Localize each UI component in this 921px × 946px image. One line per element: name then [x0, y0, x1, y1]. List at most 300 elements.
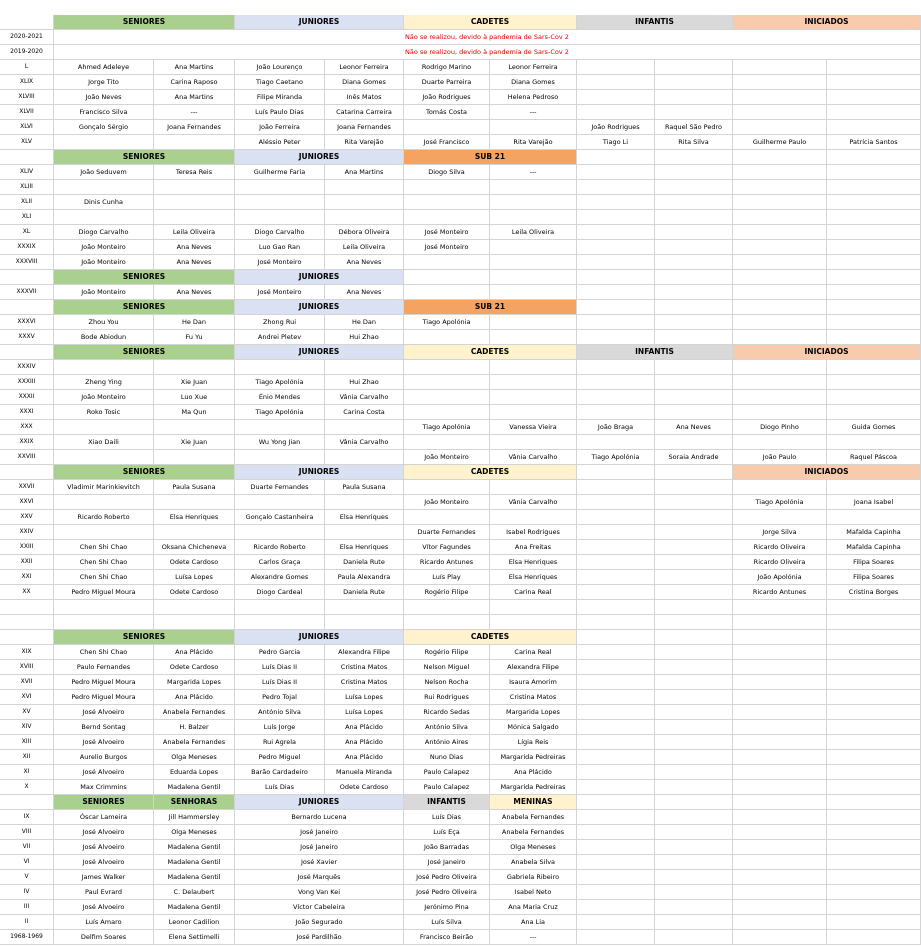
table-row — [0, 285, 921, 300]
winner-cell: Duarte Fernandes — [404, 525, 490, 540]
empty-cell — [577, 75, 655, 90]
empty-cell — [733, 720, 827, 735]
winner-cell: Pedro Miguel Moura — [54, 585, 154, 600]
winner-cell: Filipa Soares — [827, 570, 921, 585]
empty-cell — [325, 525, 404, 540]
empty-cell — [733, 510, 827, 525]
edition-label: VIII — [0, 825, 54, 840]
empty-cell — [655, 480, 733, 495]
edition-label: XLV — [0, 135, 54, 150]
empty-cell — [827, 825, 921, 840]
empty-cell — [827, 240, 921, 255]
winner-cell: Carina Real — [490, 585, 577, 600]
empty-cell — [827, 360, 921, 375]
empty-cell — [655, 225, 733, 240]
empty-cell — [733, 330, 827, 345]
empty-cell — [733, 105, 827, 120]
winner-cell: Pedro Garcia — [235, 645, 325, 660]
winner-cell: Madalena Gentil — [154, 780, 235, 795]
winner-cell: Barão Cardadeiro — [235, 765, 325, 780]
winner-cell: Mónica Salgado — [490, 720, 577, 735]
empty-cell — [655, 900, 733, 915]
empty-cell — [827, 435, 921, 450]
empty-cell — [490, 405, 577, 420]
category-header-cadetes: CADETES — [404, 15, 577, 30]
empty-cell — [655, 570, 733, 585]
winner-cell: João Neves — [54, 90, 154, 105]
winner-cell: Guida Gomes — [827, 420, 921, 435]
winner-cell: João Monteiro — [54, 285, 154, 300]
edition-label: X — [0, 780, 54, 795]
empty-cell — [325, 195, 404, 210]
winner-cell: Pedro Miguel Moura — [54, 690, 154, 705]
empty-cell — [154, 450, 235, 465]
winner-cell: Diana Gomes — [490, 75, 577, 90]
empty-cell — [577, 210, 655, 225]
empty-cell — [577, 270, 655, 285]
winner-cell: Xie Juan — [154, 435, 235, 450]
winner-cell: Anabela Silva — [490, 855, 577, 870]
winner-cell: Ana Neves — [154, 255, 235, 270]
winner-cell: Madalena Gentil — [154, 840, 235, 855]
winner-cell: Vânia Carvalho — [490, 495, 577, 510]
winner-cell: H. Balzer — [154, 720, 235, 735]
winner-cell: Luís Eça — [404, 825, 490, 840]
empty-cell — [655, 885, 733, 900]
table-row — [0, 885, 921, 900]
table-row — [0, 795, 921, 810]
table-row — [0, 435, 921, 450]
empty-cell — [404, 270, 490, 285]
winner-cell: João Ferreira — [235, 120, 325, 135]
empty-cell — [655, 210, 733, 225]
empty-cell — [733, 270, 827, 285]
winner-cell: Ricardo Oliveira — [733, 540, 827, 555]
empty-cell — [827, 60, 921, 75]
winner-cell: Pedro Miguel Moura — [54, 675, 154, 690]
winner-cell: Vong Van Kei — [235, 885, 404, 900]
winner-cell: João Paulo — [733, 450, 827, 465]
winner-cell: Luís Dias II — [235, 675, 325, 690]
table-row — [0, 45, 921, 60]
empty-cell — [733, 750, 827, 765]
edition-label: XXI — [0, 570, 54, 585]
empty-cell — [490, 240, 577, 255]
empty-cell — [235, 600, 325, 615]
category-header-iniciados: INICIADOS — [733, 465, 921, 480]
winner-cell: Olga Meneses — [490, 840, 577, 855]
winner-cell: Tiago Apolónia — [733, 495, 827, 510]
empty-cell — [577, 375, 655, 390]
winner-cell: Leila Oliveira — [490, 225, 577, 240]
empty-cell — [154, 495, 235, 510]
empty-cell — [655, 615, 733, 630]
winner-cell: José Francisco — [404, 135, 490, 150]
winner-cell: Gabriela Ribeiro — [490, 870, 577, 885]
empty-cell — [577, 750, 655, 765]
winner-cell: José Janeiro — [235, 825, 404, 840]
winner-cell: Vanessa Vieira — [490, 420, 577, 435]
winner-cell: Diogo Silva — [404, 165, 490, 180]
edition-label: VII — [0, 840, 54, 855]
empty-cell — [655, 390, 733, 405]
empty-cell — [577, 255, 655, 270]
empty-cell — [54, 210, 154, 225]
winner-cell: Chen Shi Chao — [54, 540, 154, 555]
table-row — [0, 525, 921, 540]
empty-cell — [577, 300, 655, 315]
empty-cell — [655, 855, 733, 870]
winner-cell: Luo Xue — [154, 390, 235, 405]
winner-cell: Zheng Ying — [54, 375, 154, 390]
winner-cell: Ricardo Antunes — [733, 585, 827, 600]
winner-cell: Carina Real — [490, 645, 577, 660]
empty-cell — [733, 225, 827, 240]
empty-cell — [827, 105, 921, 120]
empty-cell — [154, 210, 235, 225]
winner-cell: José Alvoeiro — [54, 855, 154, 870]
winner-cell: Luísa Lopes — [325, 690, 404, 705]
empty-cell — [827, 180, 921, 195]
empty-cell — [827, 120, 921, 135]
edition-label: XXIII — [0, 540, 54, 555]
table-row — [0, 930, 921, 945]
winner-cell: Ahmed Adeleye — [54, 60, 154, 75]
empty-cell — [325, 420, 404, 435]
winner-cell: Vânia Carvalho — [325, 390, 404, 405]
edition-label: XXXIX — [0, 240, 54, 255]
winner-cell: José Alvoeiro — [54, 900, 154, 915]
empty-cell — [827, 165, 921, 180]
empty-cell — [655, 555, 733, 570]
winner-cell: Ana Neves — [154, 240, 235, 255]
edition-label: V — [0, 870, 54, 885]
table-row — [0, 75, 921, 90]
table-row — [0, 870, 921, 885]
empty-cell — [325, 600, 404, 615]
table-row — [0, 30, 921, 45]
table-row — [0, 150, 921, 165]
empty-cell — [577, 795, 655, 810]
table-row — [0, 300, 921, 315]
winner-cell: José Alvoeiro — [54, 840, 154, 855]
empty-cell — [577, 885, 655, 900]
empty-cell — [733, 120, 827, 135]
empty-cell — [827, 840, 921, 855]
empty-cell — [655, 675, 733, 690]
winner-cell: Anabela Fernandes — [490, 825, 577, 840]
winner-cell: Elsa Henriques — [325, 540, 404, 555]
winner-cell: Tiago Apolónia — [235, 375, 325, 390]
winner-cell: João Segurado — [235, 915, 404, 930]
winner-cell: Daniela Rute — [325, 585, 404, 600]
empty-cell — [325, 210, 404, 225]
empty-cell — [655, 375, 733, 390]
empty-cell — [733, 180, 827, 195]
winner-cell: Isabel Rodrigues — [490, 525, 577, 540]
winner-cell: Gonçalo Sérgio — [54, 120, 154, 135]
empty-cell — [827, 930, 921, 945]
winner-cell: João Rodrigues — [577, 120, 655, 135]
category-header-juniores: JUNIORES — [235, 270, 404, 285]
winner-cell: Ricardo Sedas — [404, 705, 490, 720]
winner-cell: João Monteiro — [54, 240, 154, 255]
winner-cell: Tiago Caetano — [235, 75, 325, 90]
winner-cell: Débora Oliveira — [325, 225, 404, 240]
winner-cell: João Monteiro — [54, 390, 154, 405]
table-row — [0, 855, 921, 870]
empty-cell — [655, 705, 733, 720]
winner-cell: Odete Cardoso — [325, 780, 404, 795]
empty-cell — [827, 600, 921, 615]
empty-cell — [577, 645, 655, 660]
empty-cell — [404, 600, 490, 615]
empty-cell — [655, 360, 733, 375]
category-header-juniores: JUNIORES — [235, 795, 404, 810]
empty-cell — [577, 390, 655, 405]
category-header-infantis: INFANTIS — [577, 345, 733, 360]
winner-cell: Diogo Carvalho — [235, 225, 325, 240]
empty-cell — [827, 195, 921, 210]
empty-cell — [577, 855, 655, 870]
edition-label: IV — [0, 885, 54, 900]
winner-cell: Jill Hammersley — [154, 810, 235, 825]
category-header-cadetes: CADETES — [404, 345, 577, 360]
empty-cell — [733, 315, 827, 330]
category-header-cadetes: CADETES — [404, 465, 577, 480]
empty-cell — [827, 705, 921, 720]
empty-cell — [577, 105, 655, 120]
edition-label: 2019-2020 — [0, 45, 54, 60]
winner-cell: Tiago Apolónia — [577, 450, 655, 465]
winner-cell: José Monteiro — [404, 240, 490, 255]
empty-cell — [733, 825, 827, 840]
empty-cell — [827, 510, 921, 525]
empty-cell — [827, 660, 921, 675]
winner-cell: Francisco Silva — [54, 105, 154, 120]
empty-cell — [733, 300, 827, 315]
empty-cell — [655, 405, 733, 420]
winner-cell: Fu Yu — [154, 330, 235, 345]
empty-cell — [54, 180, 154, 195]
winner-cell: Víctor Cabeleira — [235, 900, 404, 915]
edition-label: XXII — [0, 555, 54, 570]
winner-cell: Madalena Gentil — [154, 855, 235, 870]
winner-cell: Leila Oliveira — [154, 225, 235, 240]
winner-cell: Cristina Matos — [325, 660, 404, 675]
table-row — [0, 735, 921, 750]
empty-cell — [655, 810, 733, 825]
category-header-infantis: INFANTIS — [404, 795, 490, 810]
empty-cell — [0, 600, 54, 615]
winner-cell: --- — [490, 930, 577, 945]
empty-cell — [577, 810, 655, 825]
table-row — [0, 480, 921, 495]
table-row — [0, 390, 921, 405]
empty-cell — [655, 285, 733, 300]
winner-cell: He Dan — [325, 315, 404, 330]
empty-cell — [655, 255, 733, 270]
winner-cell: Alexandra Filipe — [325, 645, 404, 660]
winner-cell: Jerónimo Pina — [404, 900, 490, 915]
empty-cell — [577, 870, 655, 885]
empty-cell — [655, 780, 733, 795]
empty-cell — [577, 600, 655, 615]
table-row — [0, 120, 921, 135]
empty-cell — [235, 360, 325, 375]
empty-cell — [235, 180, 325, 195]
empty-cell — [154, 180, 235, 195]
edition-label: XL — [0, 225, 54, 240]
edition-label: XLI — [0, 210, 54, 225]
empty-cell — [827, 795, 921, 810]
edition-label: XXVI — [0, 495, 54, 510]
winner-cell: Max Crimmins — [54, 780, 154, 795]
cancellation-notice: Não se realizou, devido à pandemia de Sars-Cov 2 — [54, 30, 921, 45]
table-row — [0, 465, 921, 480]
empty-cell — [733, 660, 827, 675]
edition-label: XII — [0, 750, 54, 765]
winner-cell: Patrícia Santos — [827, 135, 921, 150]
winner-cell: Carlos Graça — [235, 555, 325, 570]
table-row — [0, 270, 921, 285]
empty-cell — [733, 855, 827, 870]
winner-cell: Diogo Carvalho — [54, 225, 154, 240]
winner-cell: Mafalda Capinha — [827, 525, 921, 540]
winner-cell: Vânia Carvalho — [325, 435, 404, 450]
winner-cell: Ana Plácido — [325, 735, 404, 750]
empty-cell — [733, 915, 827, 930]
winner-cell: Raquel São Pedro — [655, 120, 733, 135]
edition-label: XXV — [0, 510, 54, 525]
winner-cell: José Janeiro — [404, 855, 490, 870]
winner-cell: Joana Fernandes — [325, 120, 404, 135]
empty-cell — [827, 315, 921, 330]
winner-cell: Tiago Li — [577, 135, 655, 150]
winner-cell: Leila Oliveira — [325, 240, 404, 255]
empty-cell — [827, 855, 921, 870]
table-row — [0, 645, 921, 660]
empty-cell — [404, 120, 490, 135]
winner-cell: Xiao Daili — [54, 435, 154, 450]
table-row — [0, 600, 921, 615]
table-row — [0, 585, 921, 600]
empty-cell — [733, 195, 827, 210]
winner-cell: Diogo Cardeal — [235, 585, 325, 600]
winner-cell: Ricardo Roberto — [54, 510, 154, 525]
empty-cell — [655, 750, 733, 765]
empty-cell — [733, 390, 827, 405]
table-row — [0, 330, 921, 345]
edition-label: XXXII — [0, 390, 54, 405]
winner-cell: José Xavier — [235, 855, 404, 870]
category-header-iniciados: INICIADOS — [733, 15, 921, 30]
edition-label: XXVIII — [0, 450, 54, 465]
category-header-seniores: SENIORES — [54, 630, 235, 645]
empty-cell — [827, 390, 921, 405]
empty-cell — [655, 180, 733, 195]
winner-cell: Duarte Fernandes — [235, 480, 325, 495]
empty-cell — [577, 915, 655, 930]
empty-cell — [655, 270, 733, 285]
empty-cell — [325, 495, 404, 510]
empty-cell — [490, 375, 577, 390]
winner-cell: José Pardilhão — [235, 930, 404, 945]
winner-cell: Elsa Henriques — [325, 510, 404, 525]
empty-cell — [733, 810, 827, 825]
empty-cell — [733, 630, 827, 645]
winner-cell: Ana Plácido — [325, 720, 404, 735]
winner-cell: Oksana Chicheneva — [154, 540, 235, 555]
winner-cell: Tiago Apolónia — [404, 420, 490, 435]
winner-cell: Ana Neves — [325, 285, 404, 300]
edition-label: XXX — [0, 420, 54, 435]
edition-label: XIX — [0, 645, 54, 660]
winner-cell: --- — [490, 165, 577, 180]
empty-cell — [655, 75, 733, 90]
winner-cell: Helena Pedroso — [490, 90, 577, 105]
winner-cell: Paulo Calapez — [404, 780, 490, 795]
winner-cell: Ana Martins — [154, 60, 235, 75]
empty-cell — [577, 840, 655, 855]
table-row — [0, 540, 921, 555]
empty-cell — [577, 60, 655, 75]
winner-cell: Ricardo Antunes — [404, 555, 490, 570]
empty-cell — [733, 435, 827, 450]
empty-cell — [54, 525, 154, 540]
empty-cell — [404, 255, 490, 270]
empty-cell — [733, 240, 827, 255]
edition-label: XXVII — [0, 480, 54, 495]
empty-cell — [490, 510, 577, 525]
empty-cell — [235, 615, 325, 630]
table-row — [0, 705, 921, 720]
winner-cell: João Monteiro — [54, 255, 154, 270]
winner-cell: Nelson Rocha — [404, 675, 490, 690]
winner-cell: Luís Dias II — [235, 660, 325, 675]
empty-cell — [655, 465, 733, 480]
empty-cell — [655, 105, 733, 120]
empty-cell — [54, 420, 154, 435]
winner-cell: José Janeiro — [235, 840, 404, 855]
empty-cell — [490, 360, 577, 375]
winner-cell: Luís Amaro — [54, 915, 154, 930]
empty-cell — [577, 615, 655, 630]
winner-cell: António Silva — [235, 705, 325, 720]
empty-cell — [404, 195, 490, 210]
winner-cell: Ricardo Oliveira — [733, 555, 827, 570]
category-header-seniores: SENIORES — [54, 150, 235, 165]
table-row — [0, 900, 921, 915]
empty-cell — [404, 180, 490, 195]
winner-cell: Vânia Carvalho — [490, 450, 577, 465]
empty-cell — [235, 450, 325, 465]
winner-cell: Carina Costa — [325, 405, 404, 420]
empty-cell — [577, 195, 655, 210]
winner-cell: Manuela Miranda — [325, 765, 404, 780]
winner-cell: António Aires — [404, 735, 490, 750]
edition-label: II — [0, 915, 54, 930]
winner-cell: Guilherme Paulo — [733, 135, 827, 150]
empty-cell — [655, 195, 733, 210]
empty-cell — [733, 765, 827, 780]
empty-cell — [733, 285, 827, 300]
winner-cell: Aurelio Burgos — [54, 750, 154, 765]
empty-cell — [827, 915, 921, 930]
winner-cell: Madalena Gentil — [154, 900, 235, 915]
winner-cell: José Alvoeiro — [54, 735, 154, 750]
winner-cell: Anabela Fernandes — [154, 735, 235, 750]
